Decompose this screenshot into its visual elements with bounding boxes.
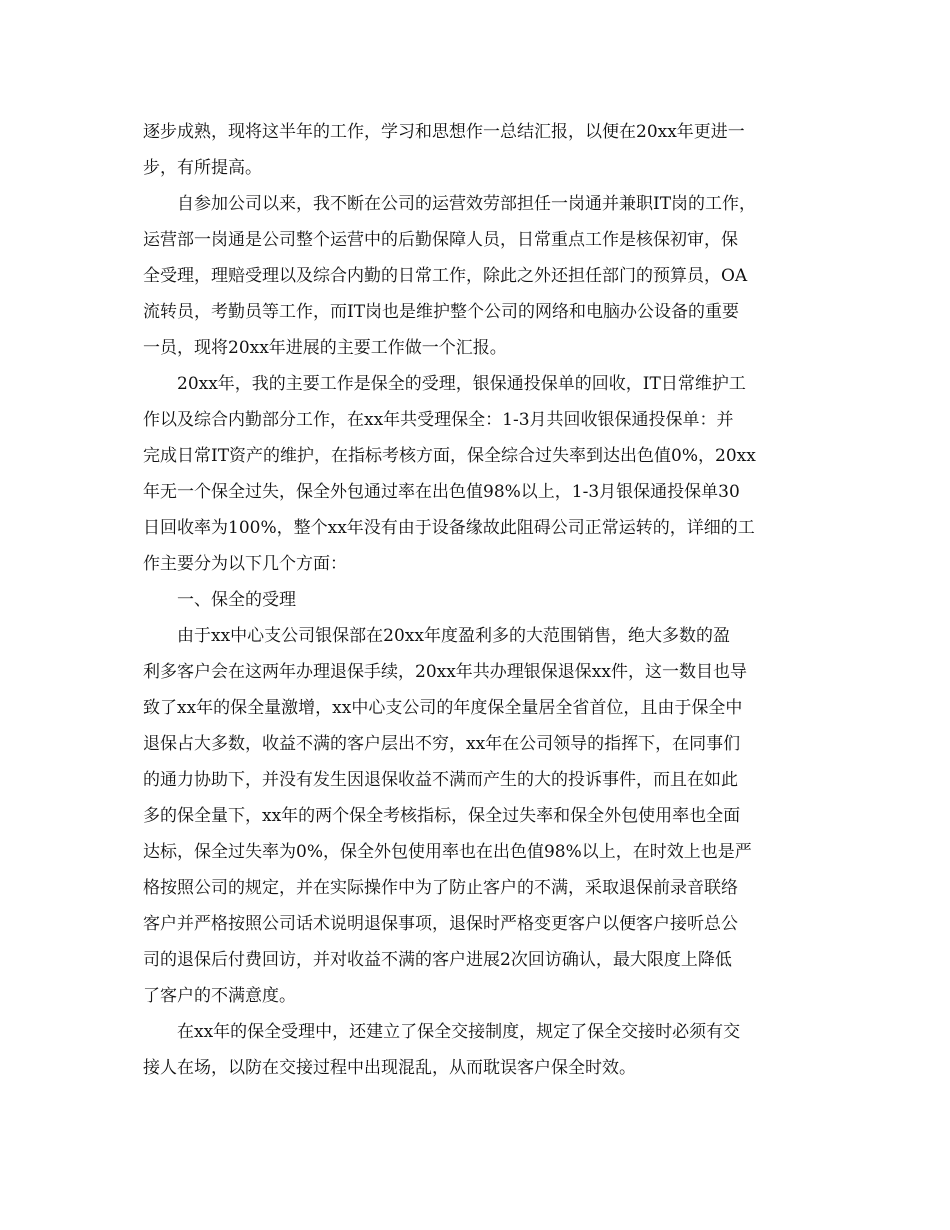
text-line: 多的保全量下，xx年的两个保全考核指标，保全过失率和保全外包使用率也全面 bbox=[143, 806, 741, 826]
text-line: 达标，保全过失率为0%，保全外包使用率也在出色值98%以上，在时效上也是严 bbox=[143, 842, 752, 862]
text-line: 日回收率为100%，整个xx年没有由于设备缘故此阻碍公司正常运转的，详细的工 bbox=[143, 518, 755, 538]
text-line: 一员，现将20xx年进展的主要工作做一个汇报。 bbox=[143, 338, 507, 358]
section-heading: 一、保全的受理 bbox=[177, 590, 296, 610]
text-line: 接人在场，以防在交接过程中出现混乱，从而耽误客户保全时效。 bbox=[143, 1058, 636, 1078]
text-line: 在xx年的保全受理中，还建立了保全交接制度，规定了保全交接时必须有交 bbox=[177, 1022, 741, 1042]
text-line: 完成日常IT资产的维护，在指标考核方面，保全综合过失率到达出色值0%，20xx bbox=[143, 446, 756, 466]
text-line: 由于xx中心支公司银保部在20xx年度盈利多的大范围销售，绝大多数的盈 bbox=[177, 626, 730, 646]
text-line: 的通力协助下，并没有发生因退保收益不满而产生的大的投诉事件，而且在如此 bbox=[143, 770, 738, 790]
text-line: 逐步成熟，现将这半年的工作，学习和思想作一总结汇报，以便在20xx年更进一 bbox=[143, 122, 745, 142]
text-line: 客户并严格按照公司话术说明退保事项，退保时严格变更客户以便客户接听总公 bbox=[143, 914, 738, 934]
text-line: 利多客户会在这两年办理退保手续，20xx年共办理银保退保xx件，这一数目也导 bbox=[143, 662, 747, 682]
text-line: 运营部一岗通是公司整个运营中的后勤保障人员，日常重点工作是核保初审，保 bbox=[143, 230, 738, 250]
text-line: 自参加公司以来，我不断在公司的运营效劳部担任一岗通并兼职IT岗的工作， bbox=[177, 194, 757, 214]
text-line: 司的退保后付费回访，并对收益不满的客户进展2次回访确认，最大限度上降低 bbox=[143, 950, 732, 970]
text-line: 作以及综合内勤部分工作，在xx年共受理保全：1-3月共回收银保通投保单：并 bbox=[143, 410, 734, 430]
text-line: 致了xx年的保全量激增，xx中心支公司的年度保全量居全省首位，且由于保全中 bbox=[143, 698, 743, 718]
text-line: 退保占大多数，收益不满的客户层出不穷，xx年在公司领导的指挥下，在同事们 bbox=[143, 734, 741, 754]
text-line: 20xx年，我的主要工作是保全的受理，银保通投保单的回收，IT日常维护工 bbox=[177, 374, 746, 394]
text-line: 年无一个保全过失，保全外包通过率在出色值98%以上，1-3月银保通投保单30 bbox=[143, 482, 740, 502]
text-line: 了客户的不满意度。 bbox=[143, 986, 296, 1006]
text-line: 步，有所提高。 bbox=[143, 158, 262, 178]
text-line: 格按照公司的规定，并在实际操作中为了防止客户的不满，采取退保前录音联络 bbox=[143, 878, 738, 898]
text-line: 流转员，考勤员等工作，而IT岗也是维护整个公司的网络和电脑办公设备的重要 bbox=[143, 302, 740, 322]
text-line: 全受理，理赔受理以及综合内勤的日常工作，除此之外还担任部门的预算员，OA bbox=[143, 266, 748, 286]
text-line: 作主要分为以下几个方面： bbox=[143, 554, 347, 574]
document-body bbox=[143, 114, 811, 1086]
